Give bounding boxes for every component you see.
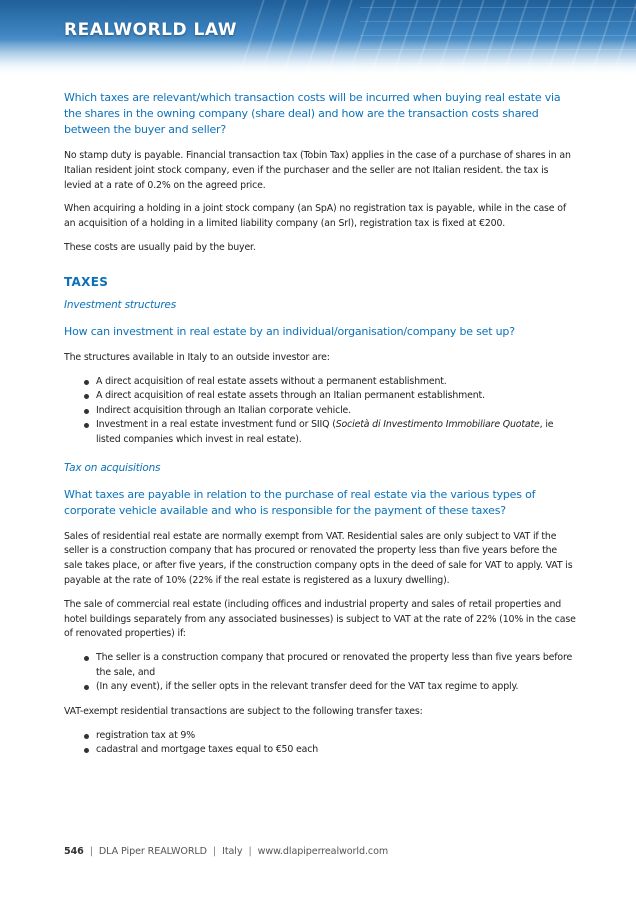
page-header-banner [0,0,636,78]
share-deal-question: Which taxes are relevant/which transaction costs will be incurred when buying real estate via the shares in the owning company (share deal) and how are the transaction costs shared between the buyer and seller? [64,91,561,136]
footer-separator: | [89,846,93,857]
bullet-icon [84,423,89,428]
list-item [64,404,578,419]
brand-title: REALWORLD LAW [64,20,238,40]
list-item-text: A direct acquisition of real estate assets without a permanent establishment. [96,375,447,387]
list-item [64,375,578,390]
footer-website[interactable]: www.dlapiperrealworld.com [257,846,389,857]
bullet-icon [84,734,89,739]
list-item [64,680,578,695]
vat-conditions-list [64,651,578,695]
banner-fade [0,40,636,78]
list-item-text: A direct acquisition of real estate assets through an Italian permanent establishment. [96,390,485,402]
list-item-text-italic: Società di Investimento Immobiliare Quotate [335,419,540,431]
subheading-tax-on-acquisitions: Tax on acquisitions [64,461,161,474]
investment-intro: The structures available in Italy to an outside investor are: [64,351,330,363]
list-item-text-pre: Investment in a real estate investment fund or SIIQ ( [96,419,336,431]
page-content [64,90,578,768]
list-item [64,729,578,744]
list-item-text-post: , ie listed companies which invest in real estate). [96,419,554,445]
share-deal-paragraph-2: When acquiring a holding in a joint stock company (an SpA) no registration tax is payable, while in the case of an acquisition of a holding in a limited liability company (an Srl), registration tax is fixed at €200. [64,203,566,230]
subheading-investment-structures: Investment structures [64,298,176,311]
page-footer [64,846,388,857]
investment-question: How can investment in real estate by an individual/organisation/company be set up? [64,324,515,338]
bullet-icon [84,685,89,690]
share-deal-paragraph-1: No stamp duty is payable. Financial transaction tax (Tobin Tax) applies in the case of a purchase of shares in an Italian resident joint stock company, even if the purchaser and the seller are not Italian resident. the tax is levied at a rate of 0.2% on the agreed price. [64,150,571,191]
bullet-icon [84,748,89,753]
section-heading-taxes: TAXES [64,274,109,289]
footer-separator: | [248,846,252,857]
list-item-text: Indirect acquisition through an Italian corporate vehicle. [96,404,351,416]
bullet-icon [84,656,89,661]
list-item [64,743,578,758]
bullet-icon [84,409,89,414]
list-item-text: registration tax at 9% [96,729,195,741]
footer-separator: | [212,846,217,857]
list-item-text: The seller is a construction company that procured or renovated the property less than five years before the sale, and [96,652,573,678]
acquisitions-paragraph-2: The sale of commercial real estate (including offices and industrial property and sales of retail properties and hotel buildings separately from any associated businesses) is subject to VAT at the rate of 22% (10% in the case of renovated properties) if: [64,598,576,640]
list-item-text: cadastral and mortgage taxes equal to €50 each [96,744,319,756]
acquisitions-paragraph-1: Sales of residential real estate are normally exempt from VAT. Residential sales are only subject to VAT if the seller is a construction company that has procured or renovated the property less than five years before the sale takes place, or after five years, if the construction company opts in the deed of sale for VAT to apply. VAT is payable at the rate of 10% (22% if the real estate is registered as a luxury dwelling). [64,530,573,586]
bullet-icon [84,380,89,385]
list-item [64,651,578,680]
investment-structures-list [64,375,578,448]
share-deal-paragraph-3: These costs are usually paid by the buyer. [64,241,256,253]
list-item [64,389,578,404]
footer-publication: DLA Piper REALWORLD [98,846,207,857]
list-item-text: (In any event), if the seller opts in the relevant transfer deed for the VAT tax regime to apply. [96,681,519,693]
bullet-icon [84,394,89,399]
acquisitions-question: What taxes are payable in relation to the purchase of real estate via the various types of corporate vehicle available and who is responsible for the payment of these taxes? [64,487,536,517]
page-number: 546 [64,846,84,857]
acquisitions-paragraph-3: VAT-exempt residential transactions are subject to the following transfer taxes: [64,705,423,717]
list-item [64,418,578,447]
footer-country: Italy [222,846,243,857]
transfer-taxes-list [64,729,578,758]
